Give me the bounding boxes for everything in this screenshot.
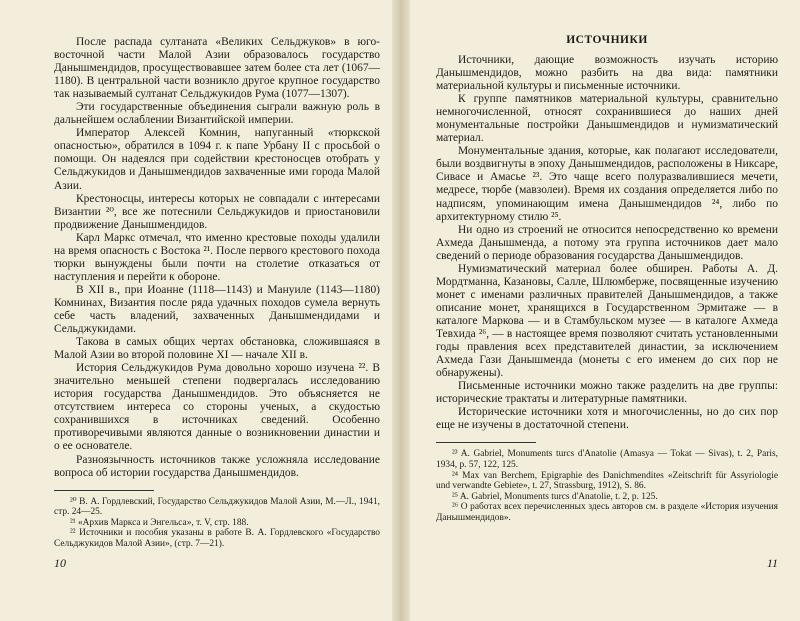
footnote-divider [54, 490, 154, 491]
footnote: ²⁴ Max van Berchem, Epigraphie des Danichmendites «Zeitschrift für Assyriologie und verwandte Gebiete», t. 27, Strassburg, 1912), S. 86. [436, 470, 778, 492]
paragraph: Карл Маркс отмечал, что именно крестовые походы удалили на время опасность с Востока ²¹. После первого крестового похода тюрки вынуждены были почти на столетие отказаться от наступления и перейти к обороне. [54, 231, 380, 283]
paragraph: Ни одно из строений не относится непосредственно ко времени Ахмеда Данышменда, а потому эта группа источников дает мало сведений о периоде образования государства Данышмендидов. [436, 223, 778, 262]
page-number: 10 [54, 556, 66, 570]
paragraph: Эти государственные объединения сыграли важную роль в дальнейшем ослаблении Византийской империи. [54, 101, 380, 127]
footnote: ²¹ «Архив Маркса и Энгельса», т. V, стр. 188. [70, 517, 249, 528]
paragraph: Источники, дающие возможность изучать историю Данышмендидов, можно разбить на два вида: памятники материальной культуры и письменные источники. [436, 54, 778, 93]
section-heading: ИСТОЧНИКИ [566, 34, 648, 46]
paragraph: Монументальные здания, которые, как полагают исследователи, были воздвигнуты в эпоху Данышмендидов, расположены в Никсаре, Сивасе и Амасье ²³. Это чаще всего полуразвалившиеся мечети, медресе, тюрбе (мавзолеи). Время их создания определяется либо по надписям, упоминающим имена Данышмендидов ²⁴, либо по архитектурному стилю ²⁵. [436, 145, 778, 223]
right-footnotes [436, 449, 778, 523]
footnote: ²³ A. Gabriel, Monuments turcs d'Anatolie (Amasya — Tokat — Sivas), t. 2, Paris, 1934, p. 57, 122, 125. [436, 449, 778, 470]
paragraph: Письменные источники можно также разделить на две группы: исторические трактаты и литературные памятники. [436, 380, 778, 406]
paragraph: После распада султаната «Великих Сельджуков» в юго-восточной части Малой Азии образовалось государство Данышмендидов, просуществовавшее затем более ста лет (1067—1180). В центральной части возникло другое крупное государство так называемый султанат Сельджукидов Рума (1077—1307). [54, 36, 380, 101]
paragraph: История Сельджукидов Рума довольно хорошо изучена ²². В значительно меньшей степени подвергалась исследованию история государства Данышмендидов. Это объясняется не отсутствием интереса со стороны ученых, а скудостью сохранившихся в источниках сведений. Особенно противоречивыми являются данные о возникновении династии и о ее основателе. [54, 362, 380, 453]
left-footnotes [54, 497, 380, 550]
page-number: 11 [766, 556, 778, 570]
paragraph: Разноязычность источников также усложняла исследование вопроса об истории государства Данышмендидов. [54, 453, 380, 479]
paragraph: Нумизматический материал более обширен. Работы А. Д. Мордтманна, Казановы, Салле, Шлюмберже, посвященные изучению монет с именами различных правителей Данышмендидов, а также описание монет, хранящихся в Государственном Эрмитаже — в каталоге Маркова — и в Стамбульском музее — в каталоге Ахмеда Тевхида ²⁶, — в настоящее время позволяют считать установленными годы правления всех представителей династии, за исключением Ахмеда Гази Данышменда (монеты с его именем до сих пор не обнаружены). [436, 262, 778, 380]
footnote: ²⁶ О работах всех перечисленных здесь авторов см. в разделе «История изучения Данышмендидов». [436, 502, 778, 523]
footnote-divider [436, 442, 536, 443]
left-body [54, 36, 380, 480]
paragraph: В XII в., при Иоанне (1118—1143) и Мануиле (1143—1180) Комнинах, Византия после ряда удачных походов сумела вернуть себе часть владений, захваченных Данышмендидами и Сельджукидами. [54, 283, 380, 336]
footnote: ²² Источники и пособия указаны в работе В. А. Гордлевского «Государство Сельджукидов Малой Азии», (стр. 7—21). [54, 528, 380, 549]
footnote: ²⁵ A. Gabriel, Monuments turcs d'Anatolie, t. 2, p. 125. [452, 491, 658, 502]
paragraph: Такова в самых общих чертах обстановка, сложившаяся в Малой Азии во второй половине XI — начале XII в. [54, 336, 380, 362]
footnote: ²⁰ В. А. Гордлевский, Государство Сельджукидов Малой Азии, М.—Л., 1941, стр. 24—25. [54, 496, 380, 518]
paragraph: Исторические источники хотя и многочисленны, но до сих пор еще не изучены в достаточной степени. [436, 406, 778, 432]
paragraph: К группе памятников материальной культуры, сравнительно немногочисленной, относят сохранившиеся до наших дней монументальные постройки Данышмендидов и нумизматический материал. [436, 93, 778, 145]
paragraph: Император Алексей Комнин, напуганный «тюркской опасностью», обратился в 1094 г. к папе Урбану II с просьбой о помощи. Он надеялся при содействии крестоносцев отобрать у Сельджукидов и Данышмендидов захваченные ими города Малой Азии. [54, 127, 380, 192]
right-page [400, 0, 800, 621]
paragraph: Крестоносцы, интересы которых не совпадали с интересами Византии ²⁰, все же потеснили Сельджукидов и приостановили продвижение Данышмендидов. [54, 192, 380, 231]
right-body [436, 54, 778, 432]
